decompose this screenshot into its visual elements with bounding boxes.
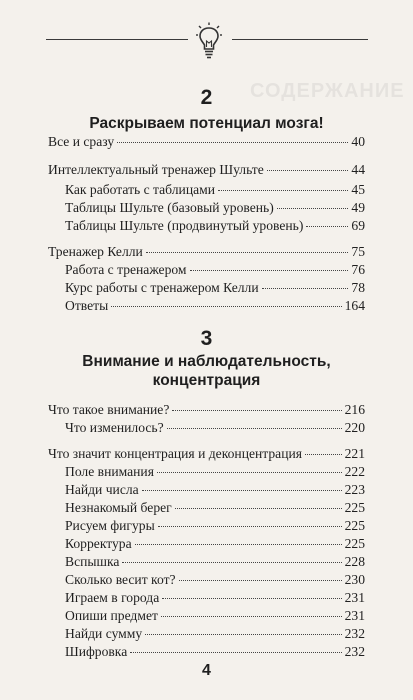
- toc-entry-title: Найди сумму: [65, 626, 143, 641]
- toc-section-3-entry: [65, 500, 365, 516]
- toc-entry-page: 45: [351, 182, 365, 197]
- section-3-title: [40, 352, 373, 390]
- toc-entry-title: Незнакомый берег: [65, 500, 172, 515]
- dot-leader: [161, 616, 342, 617]
- toc-entry-page: 44: [351, 162, 365, 177]
- dot-leader: [262, 288, 349, 289]
- toc-section-2-entry: [65, 262, 365, 278]
- toc-entry-title: Играем в города: [65, 590, 160, 605]
- toc-entry-page: 232: [344, 644, 365, 659]
- toc-entry-page: 75: [351, 244, 365, 259]
- ornament-line-left: [46, 39, 188, 40]
- dot-leader: [142, 490, 342, 491]
- toc-entry-page: 49: [351, 200, 365, 215]
- dot-leader: [218, 190, 348, 191]
- toc-section-3-entry: [48, 446, 365, 462]
- dot-leader: [305, 454, 342, 455]
- dot-leader: [145, 634, 341, 635]
- toc-section-2-entry: [65, 298, 365, 314]
- dot-leader: [117, 142, 348, 143]
- toc-entry-title: Интеллектуальный тренажер Шульте: [48, 162, 264, 177]
- toc-section-3-entry: [65, 464, 365, 480]
- toc-entry-page: 222: [344, 464, 365, 479]
- dot-leader: [190, 270, 349, 271]
- toc-section-3-entry: [65, 626, 365, 642]
- toc-section-2-entry: [65, 182, 365, 198]
- toc-entry-title: Рисуем фигуры: [65, 518, 155, 533]
- toc-section-3-entry: [65, 518, 365, 534]
- toc-section-2-entry: [65, 218, 365, 234]
- section-2-title: Раскрываем потенциал мозга!: [89, 115, 324, 132]
- toc-entry-title: Ответы: [65, 298, 109, 313]
- dot-leader: [172, 410, 341, 411]
- toc-entry-page: 76: [351, 262, 365, 277]
- section-3-title-line2: концентрация: [152, 372, 261, 389]
- toc-section-3-entry: [65, 482, 365, 498]
- toc-entry-page: 78: [351, 280, 365, 295]
- toc-entry-title: Опиши предмет: [65, 608, 158, 623]
- toc-entry-title: Таблицы Шульте (продвинутый уровень): [65, 218, 304, 233]
- toc-entry-page: 228: [344, 554, 365, 569]
- toc-entry-title: Таблицы Шульте (базовый уровень): [65, 200, 274, 215]
- dot-leader: [135, 544, 342, 545]
- dot-leader: [157, 472, 342, 473]
- toc-entry-title: Курс работы с тренажером Келли: [65, 280, 259, 295]
- toc-entry-page: 40: [351, 134, 365, 149]
- dot-leader: [122, 562, 341, 563]
- toc-section-3-entry: [65, 644, 365, 660]
- toc-entry-page: 225: [344, 518, 365, 533]
- dot-leader: [306, 226, 348, 227]
- ornament-line-right: [232, 39, 368, 40]
- toc-entry-title: Работа с тренажером: [65, 262, 187, 277]
- toc-entry-page: 225: [344, 500, 365, 515]
- toc-section-3-entry: [65, 536, 365, 552]
- dot-leader: [179, 580, 342, 581]
- toc-entry-title: Вспышка: [65, 554, 120, 569]
- toc-section-2-entry: [48, 134, 365, 150]
- dot-leader: [158, 526, 342, 527]
- toc-section-3-entry: [65, 590, 365, 606]
- toc-entry-title: Как работать с таблицами: [65, 182, 216, 197]
- toc-entry-title: Что изменилось?: [65, 420, 164, 435]
- dot-leader: [162, 598, 341, 599]
- toc-entry-page: 69: [351, 218, 365, 233]
- toc-section-3-entry: [48, 402, 365, 418]
- toc-entry-title: Найди числа: [65, 482, 139, 497]
- dot-leader: [111, 306, 341, 307]
- page-number: 4: [202, 662, 211, 679]
- dot-leader: [167, 428, 342, 429]
- toc-entry-title: Сколько весит кот?: [65, 572, 176, 587]
- toc-section-3-entry: [65, 554, 365, 570]
- toc-entry-page: 220: [344, 420, 365, 435]
- toc-entry-title: Шифровка: [65, 644, 128, 659]
- toc-entry-title: Что значит концентрация и деконцентрация: [48, 446, 303, 461]
- section-3-title-line1: Внимание и наблюдательность,: [82, 353, 331, 370]
- toc-entry-page: 225: [344, 536, 365, 551]
- toc-entry-title: Тренажер Келли: [48, 244, 143, 259]
- toc-entry-title: Что такое внимание?: [48, 402, 170, 417]
- toc-section-3-entry: [65, 608, 365, 624]
- toc-section-2-entry: [65, 200, 365, 216]
- toc-entry-page: 223: [344, 482, 365, 497]
- toc-section-2-entry: [65, 280, 365, 296]
- toc-section-3-entry: [65, 420, 365, 436]
- section-2-number: 2: [200, 86, 213, 109]
- toc-entry-page: 221: [344, 446, 365, 461]
- header-ornament: [0, 22, 413, 72]
- dot-leader: [277, 208, 349, 209]
- dot-leader: [130, 652, 341, 653]
- toc-entry-page: 232: [344, 626, 365, 641]
- toc-section-2-entry: [48, 162, 365, 178]
- lightbulb-icon: [196, 22, 222, 62]
- toc-section-2-entry: [48, 244, 365, 260]
- dot-leader: [175, 508, 342, 509]
- toc-section-3-entry: [65, 572, 365, 588]
- section-3-number: 3: [200, 327, 213, 350]
- bleed-through-text: СОДЕРЖАНИЕ: [250, 80, 405, 102]
- toc-entry-page: 216: [344, 402, 365, 417]
- toc-entry-page: 231: [344, 590, 365, 605]
- toc-entry-page: 230: [344, 572, 365, 587]
- toc-entry-page: 231: [344, 608, 365, 623]
- dot-leader: [267, 170, 349, 171]
- toc-entry-title: Корректура: [65, 536, 132, 551]
- toc-entry-page: 164: [344, 298, 365, 313]
- toc-entry-title: Все и сразу: [48, 134, 115, 149]
- toc-entry-title: Поле внимания: [65, 464, 154, 479]
- dot-leader: [146, 252, 349, 253]
